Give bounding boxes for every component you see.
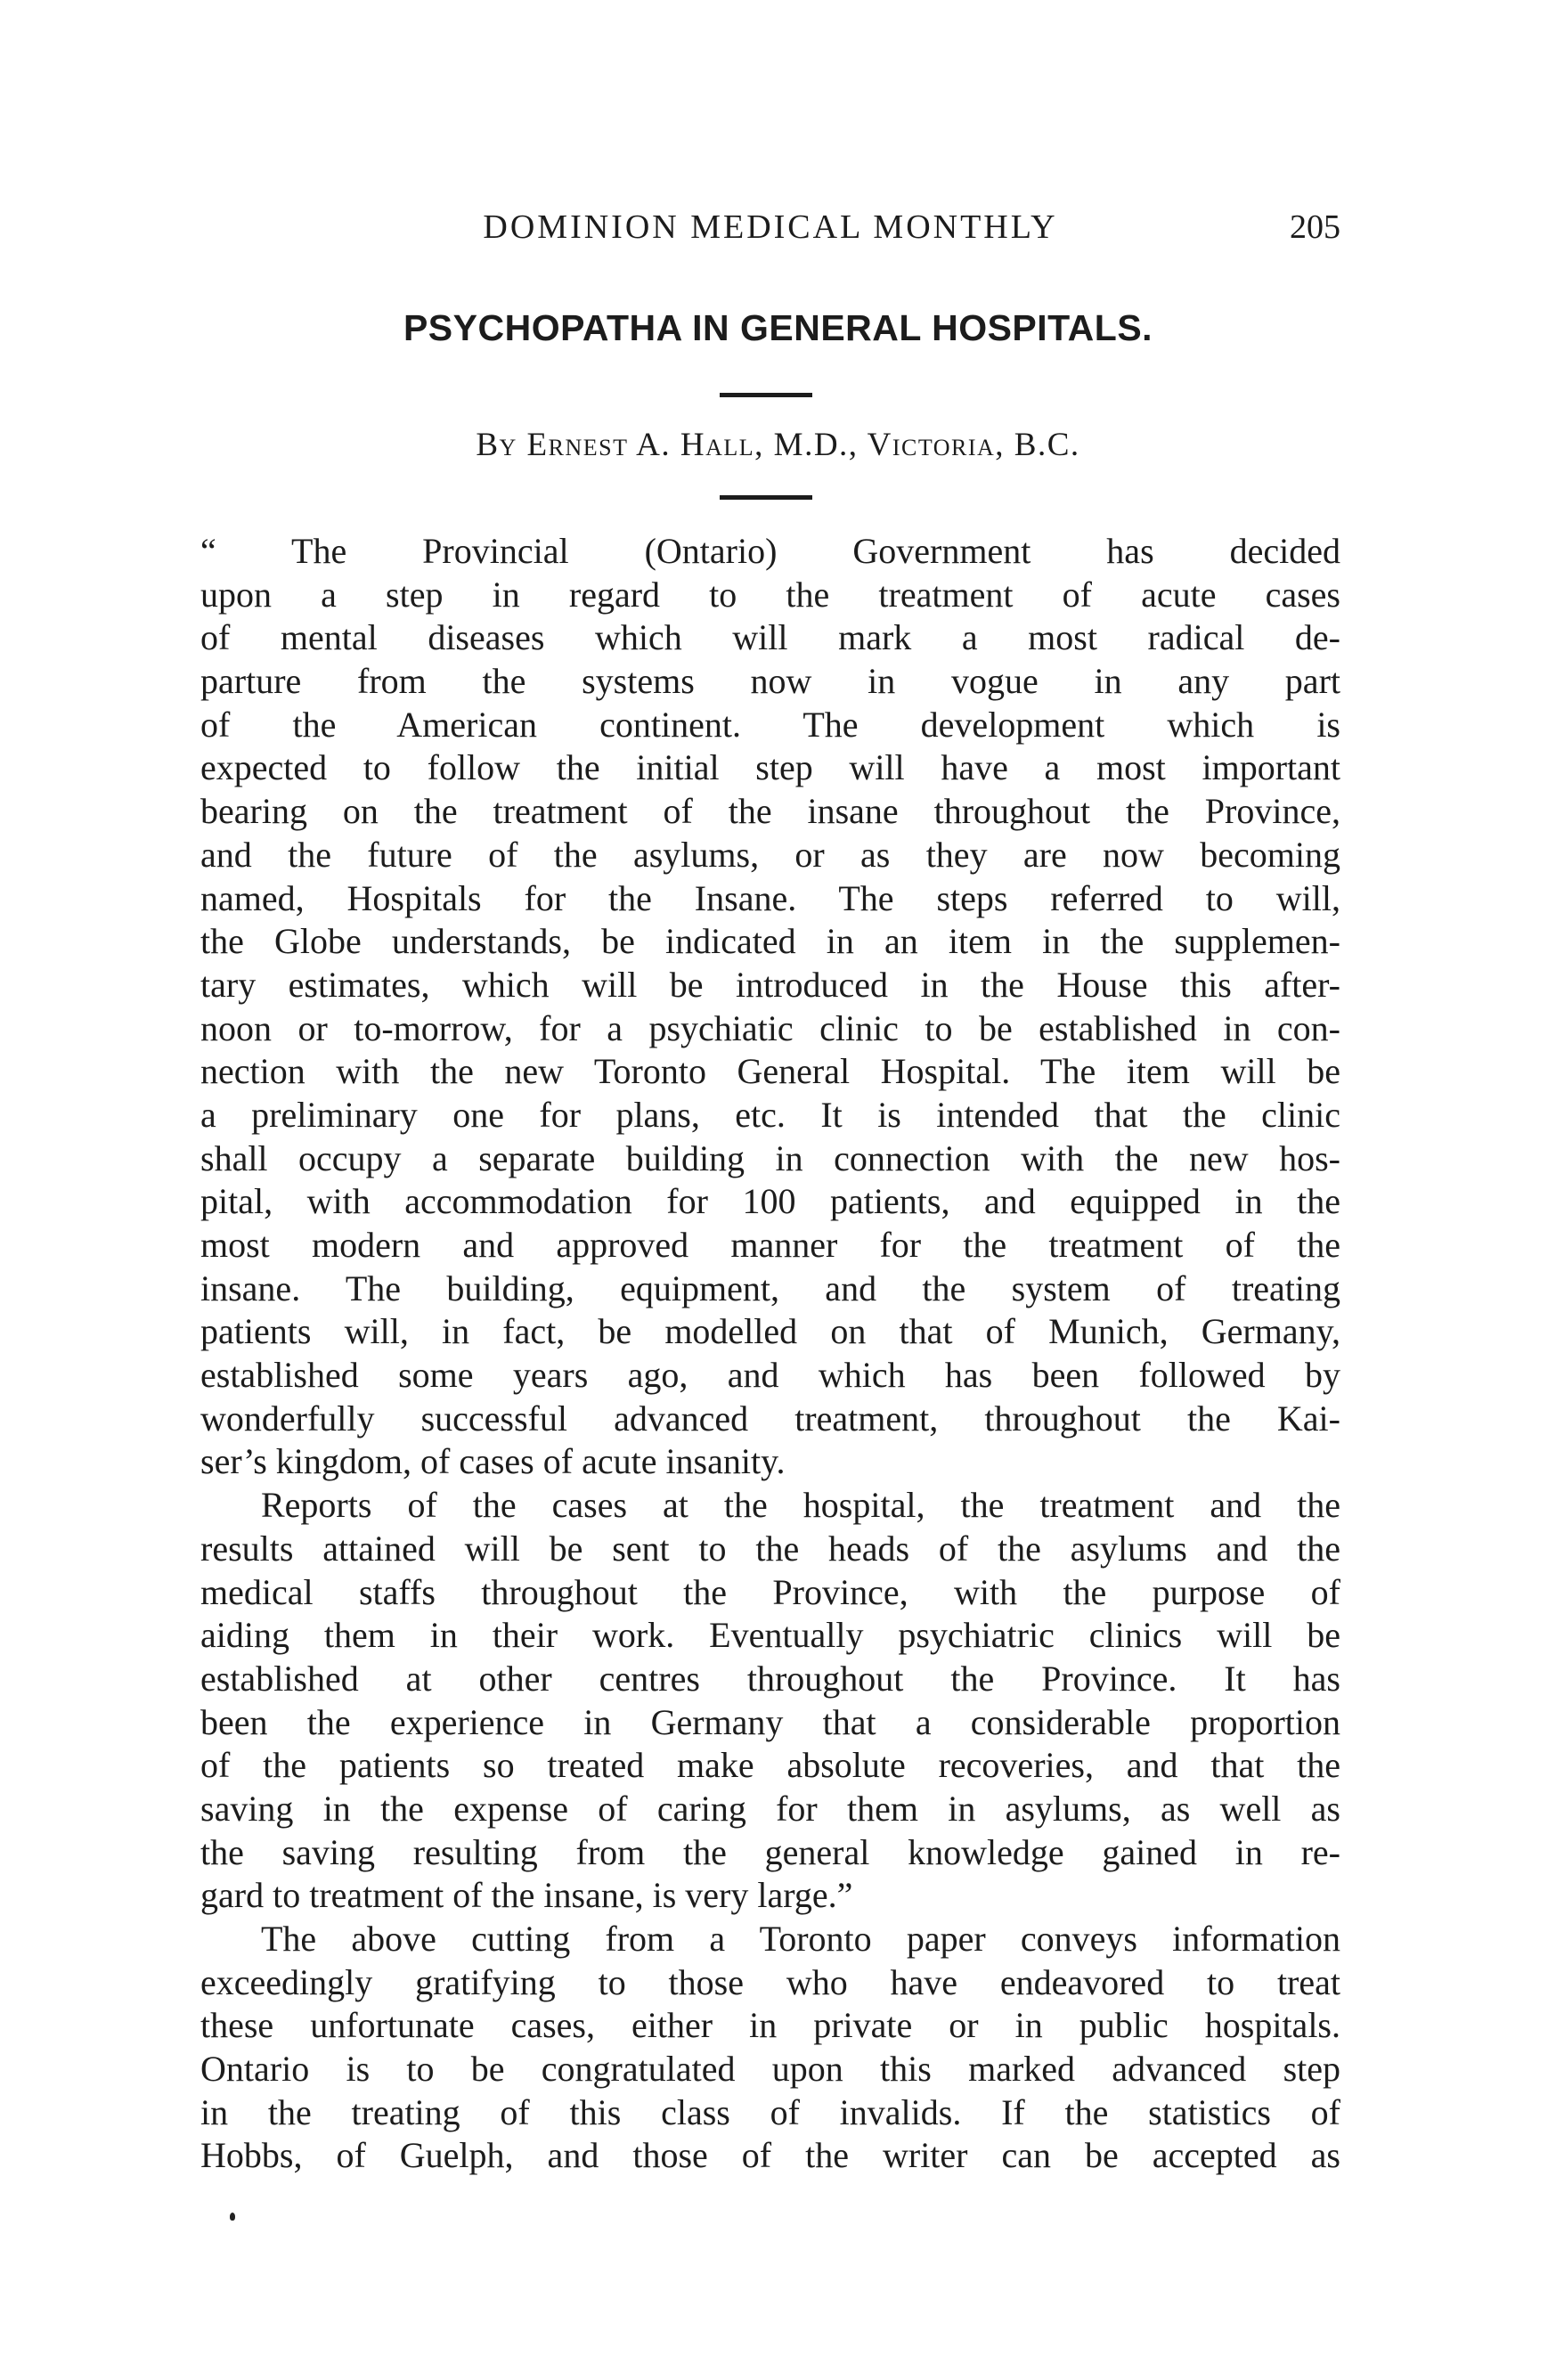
body-line: of the patients so treated make absolute recoveries, and that the <box>200 1745 1340 1786</box>
body-line: pital, with accommodation for 100 patients, and equipped in the <box>200 1181 1340 1222</box>
body-line: in the treating of this class of invalids. If the statistics of <box>200 2091 1340 2132</box>
body-line: wonderfully successful advanced treatment, throughout the Kai- <box>200 1398 1340 1439</box>
body-line: established some years ago, and which has been followed by <box>200 1355 1340 1396</box>
body-line: been the experience in Germany that a considerable proportion <box>200 1701 1340 1742</box>
body-line: saving in the expense of caring for them in asylums, as well as <box>200 1788 1340 1829</box>
body-line: of mental diseases which will mark a most radical de- <box>200 617 1340 658</box>
title-divider <box>720 393 812 397</box>
body-line: nection with the new Toronto General Hospital. The item will be <box>200 1051 1340 1092</box>
article-title: PSYCHOPATHA IN GENERAL HOSPITALS. <box>403 307 1153 348</box>
page-number: 205 <box>1290 208 1340 246</box>
author-byline: By Ernest A. Hall, M.D., Victoria, B.C. <box>476 427 1080 463</box>
byline-divider <box>720 495 812 500</box>
body-line: “ The Provincial (Ontario) Government has decided <box>200 531 1340 571</box>
body-line: results attained will be sent to the heads of the asylums and the <box>200 1528 1340 1569</box>
body-line: of the American continent. The development which is <box>200 704 1340 745</box>
body-line: Hobbs, of Guelph, and those of the writer can be accepted as <box>200 2135 1340 2176</box>
body-line: patients will, in fact, be modelled on that of Munich, Germany, <box>200 1311 1340 1352</box>
journal-name: DOMINION MEDICAL MONTHLY <box>483 208 1058 246</box>
running-head <box>200 200 1340 254</box>
body-line: the Globe understands, be indicated in an item in the supplemen- <box>200 921 1340 962</box>
body-line: noon or to-morrow, for a psychiatic clinic to be established in con- <box>200 1007 1340 1048</box>
body-line: gard to treatment of the insane, is very large.” <box>200 1875 853 1916</box>
body-line: and the future of the asylums, or as they are now becoming <box>200 834 1340 875</box>
body-line: established at other centres throughout the Province. It has <box>200 1658 1340 1699</box>
body-line: these unfortunate cases, either in private or in public hospitals. <box>200 2005 1340 2046</box>
body-line: aiding them in their work. Eventually psychiatric clinics will be <box>200 1615 1340 1656</box>
body-line: shall occupy a separate building in connection with the new hos- <box>200 1137 1340 1178</box>
body-line: medical staffs throughout the Province, with the purpose of <box>200 1571 1340 1612</box>
body-line: parture from the systems now in vogue in any part <box>200 661 1340 702</box>
body-line: insane. The building, equipment, and the system of treating <box>200 1267 1340 1308</box>
body-line: most modern and approved manner for the treatment of the <box>200 1225 1340 1265</box>
body-line: bearing on the treatment of the insane throughout the Province, <box>200 791 1340 832</box>
body-line: named, Hospitals for the Insane. The steps referred to will, <box>200 877 1340 918</box>
ink-speck <box>230 2213 235 2221</box>
body-line: ser’s kingdom, of cases of acute insanity. <box>200 1441 786 1482</box>
body-line: The above cutting from a Toronto paper conveys information <box>261 1919 1340 1959</box>
body-line: Ontario is to be congratulated upon this marked advanced step <box>200 2049 1340 2090</box>
body-line: a preliminary one for plans, etc. It is intended that the clinic <box>200 1094 1340 1135</box>
body-line: tary estimates, which will be introduced in the House this after- <box>200 964 1340 1005</box>
body-line: Reports of the cases at the hospital, the treatment and the <box>261 1485 1340 1526</box>
article-body <box>200 530 1340 2178</box>
body-line: exceedingly gratifying to those who have endeavored to treat <box>200 1961 1340 2002</box>
body-line: expected to follow the initial step will have a most important <box>200 747 1340 788</box>
body-line: the saving resulting from the general knowledge gained in re- <box>200 1831 1340 1872</box>
body-line: upon a step in regard to the treatment of acute cases <box>200 574 1340 615</box>
